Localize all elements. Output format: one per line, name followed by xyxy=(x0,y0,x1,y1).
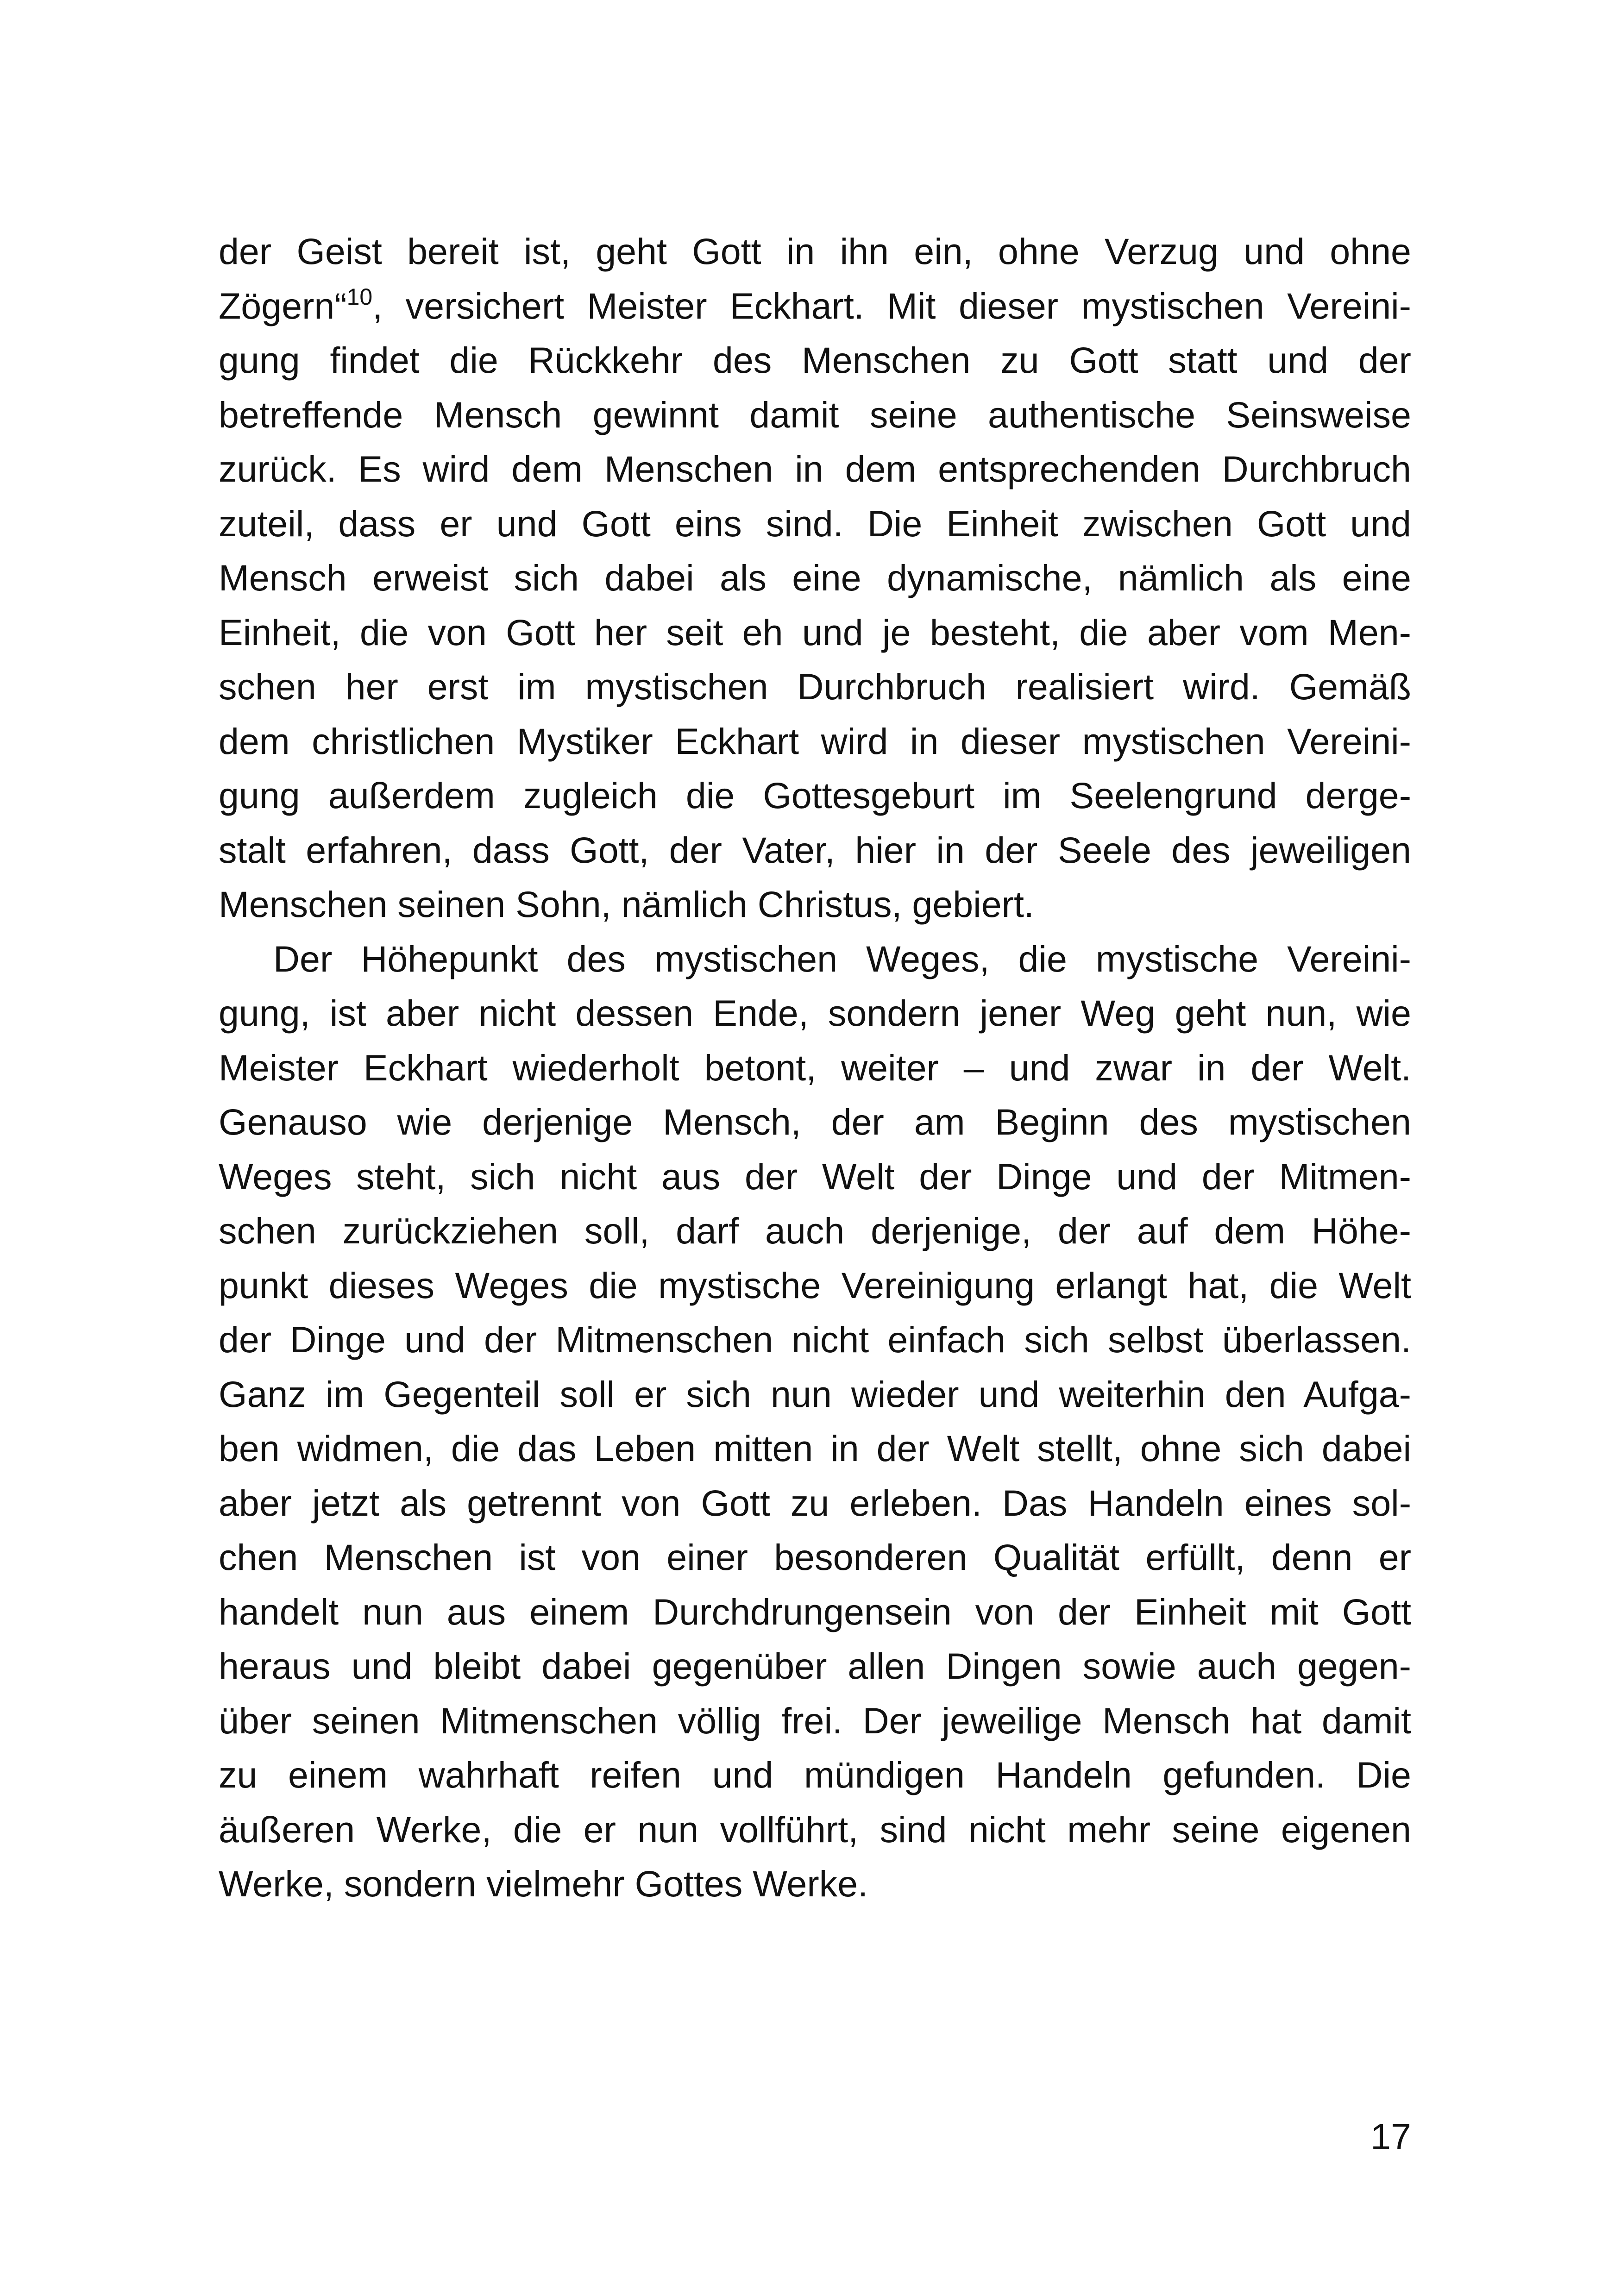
text-line: Mensch erweist sich dabei als eine dynamische, nämlich als eine xyxy=(219,557,1411,598)
text-line: Ganz im Gegenteil soll er sich nun wieder und weiterhin den Aufga- xyxy=(219,1373,1411,1415)
text-line: äußeren Werke, die er nun vollführt, sind nicht mehr seine eigenen xyxy=(219,1808,1411,1850)
text-line: schen zurückziehen soll, darf auch derjenige, der auf dem Höhe- xyxy=(219,1210,1411,1251)
text-line-start: Zögern“ xyxy=(219,285,347,326)
text-line: handelt nun aus einem Durchdrungensein von der Einheit mit Gott xyxy=(219,1591,1411,1632)
text-line: Menschen seinen Sohn, nämlich Christus, gebiert. xyxy=(219,884,1034,925)
text-line: Weges steht, sich nicht aus der Welt der Dinge und der Mitmen- xyxy=(219,1155,1411,1197)
footnote-marker: 10 xyxy=(346,283,373,310)
text-line: ben widmen, die das Leben mitten in der Welt stellt, ohne sich dabei xyxy=(219,1428,1411,1469)
text-line: zu einem wahrhaft reifen und mündigen Handeln gefunden. Die xyxy=(219,1754,1411,1795)
text-line-rest: , versichert Meister Eckhart. Mit dieser mystischen Vereini- xyxy=(372,285,1411,326)
text-line: schen her erst im mystischen Durchbruch realisiert wird. Gemäß xyxy=(219,666,1411,707)
text-line xyxy=(219,279,1411,333)
text-line: gung, ist aber nicht dessen Ende, sondern jener Weg geht nun, wie xyxy=(219,992,1411,1034)
text-line: stalt erfahren, dass Gott, der Vater, hier in der Seele des jeweiligen xyxy=(219,829,1411,871)
page-number: 17 xyxy=(1370,2116,1411,2157)
text-line: Genauso wie derjenige Mensch, der am Beginn des mystischen xyxy=(219,1101,1411,1142)
text-line: der Dinge und der Mitmenschen nicht einfach sich selbst überlassen. xyxy=(219,1319,1411,1360)
text-line: Der Höhepunkt des mystischen Weges, die mystische Vereini- xyxy=(273,938,1411,979)
text-line: betreffende Mensch gewinnt damit seine authentische Seinsweise xyxy=(219,394,1411,435)
text-line: aber jetzt als getrennt von Gott zu erleben. Das Handeln eines sol- xyxy=(219,1482,1411,1524)
body-text xyxy=(219,224,1411,1911)
text-line: heraus und bleibt dabei gegenüber allen Dingen sowie auch gegen- xyxy=(219,1645,1411,1687)
text-line: Einheit, die von Gott her seit eh und je besteht, die aber vom Men- xyxy=(219,611,1411,653)
text-line: Werke, sondern vielmehr Gottes Werke. xyxy=(219,1863,868,1904)
text-line: über seinen Mitmenschen völlig frei. Der jeweilige Mensch hat damit xyxy=(219,1700,1411,1741)
text-line: chen Menschen ist von einer besonderen Qualität erfüllt, denn er xyxy=(219,1537,1411,1578)
text-line: zuteil, dass er und Gott eins sind. Die Einheit zwischen Gott und xyxy=(219,502,1411,544)
text-line: der Geist bereit ist, geht Gott in ihn ein, ohne Verzug und ohne xyxy=(219,231,1411,272)
text-line: punkt dieses Weges die mystische Vereinigung erlangt hat, die Welt xyxy=(219,1264,1411,1306)
text-line: dem christlichen Mystiker Eckhart wird in dieser mystischen Vereini- xyxy=(219,720,1411,762)
text-line: Meister Eckhart wiederholt betont, weiter – und zwar in der Welt. xyxy=(219,1047,1411,1088)
text-line: zurück. Es wird dem Menschen in dem entsprechenden Durchbruch xyxy=(219,448,1411,489)
paragraph-1 xyxy=(219,224,1411,932)
paragraph-2 xyxy=(219,932,1411,1911)
text-line: gung findet die Rückkehr des Menschen zu Gott statt und der xyxy=(219,339,1411,381)
text-line: gung außerdem zugleich die Gottesgeburt im Seelengrund derge- xyxy=(219,775,1411,816)
